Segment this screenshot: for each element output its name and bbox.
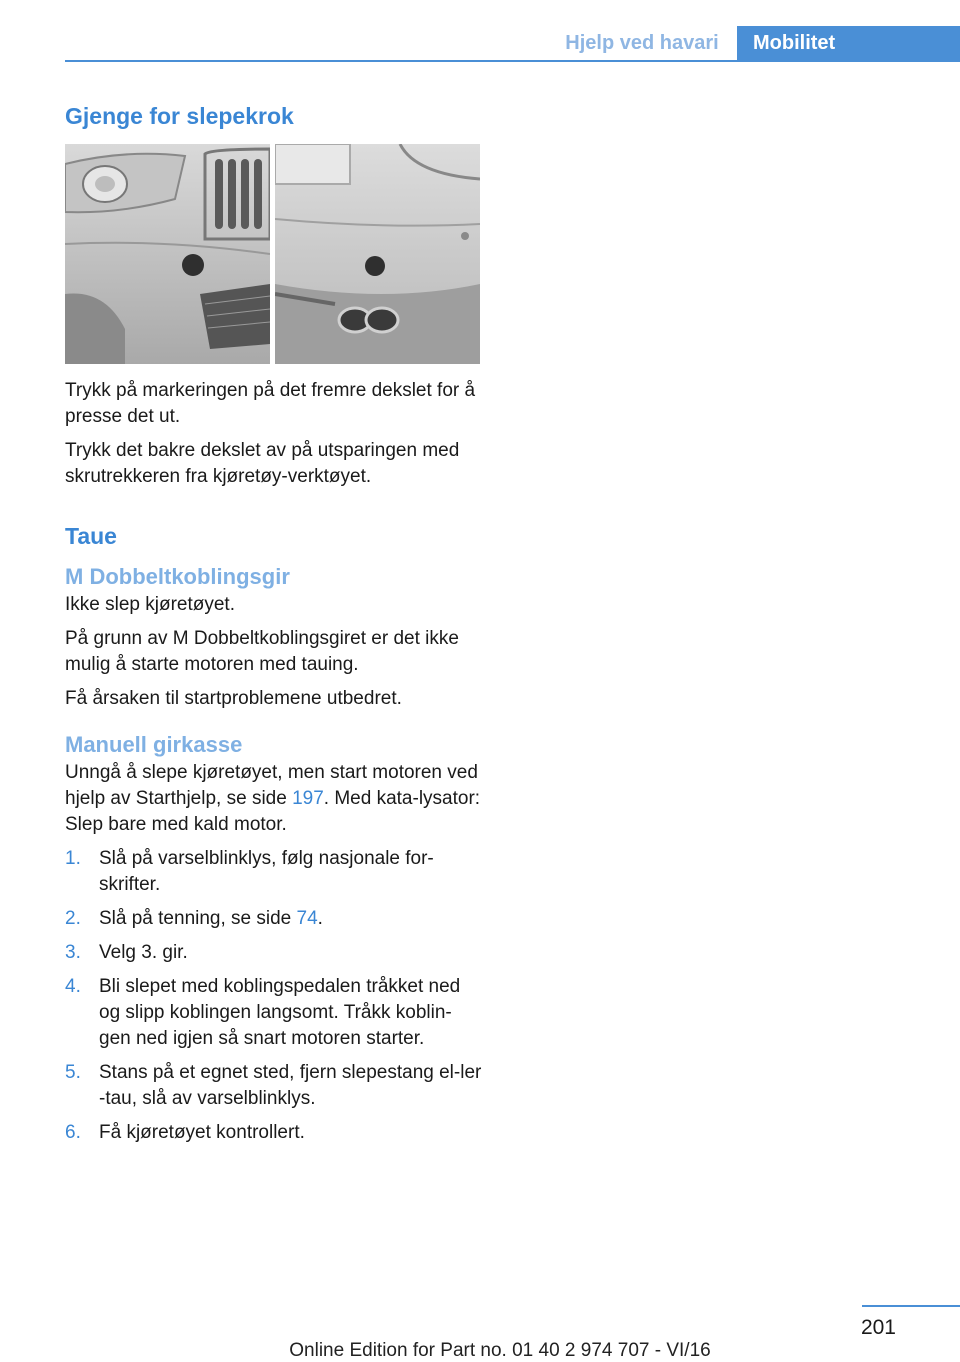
step-text: Slå på varselblinklys, følg nasjonale for-skrifter. [99, 848, 434, 895]
step-text: Stans på et egnet sted, fjern slepestang el-ler -tau, slå av varselblinklys. [99, 1062, 482, 1109]
step-text: Velg 3. gir. [99, 942, 188, 963]
list-item [65, 974, 483, 1052]
rear-bumper-image [275, 144, 480, 364]
step-number: 5. [65, 1062, 81, 1083]
list-item [65, 1120, 483, 1146]
step-number: 3. [65, 942, 81, 963]
page-number: 201 [860, 1316, 896, 1339]
paragraph-front-cover: Trykk på markeringen på det fremre dekslet for å presse det ut. [65, 380, 476, 427]
manual-intro-text: Unngå å slepe kjøretøyet, men start motoren ved hjelp av Starthjelp, se side [65, 762, 478, 809]
main-content [65, 100, 483, 1154]
steps-list [65, 846, 483, 1146]
footer-divider [862, 1305, 960, 1307]
bumper-photo [65, 144, 480, 364]
list-item [65, 906, 483, 932]
page-link-197[interactable]: 197 [292, 788, 324, 809]
page-link-74[interactable]: 74 [296, 908, 318, 929]
step-number: 6. [65, 1122, 81, 1143]
header-divider [65, 60, 960, 62]
front-bumper-image [65, 144, 270, 364]
step-number: 4. [65, 976, 81, 997]
list-item [65, 940, 483, 966]
step-number: 2. [65, 908, 81, 929]
step-text: Bli slepet med koblingspedalen tråkket ned og slipp koblingen langsomt. Tråkk koblin-gen ned igjen så snart motoren starter. [99, 976, 461, 1049]
edition-footer: Online Edition for Part no. 01 40 2 974 707 - VI/16 [289, 1340, 711, 1361]
step-text: Få kjøretøyet kontrollert. [99, 1122, 305, 1143]
step-text-part: . [317, 908, 323, 929]
header-tab-prev[interactable]: Hjelp ved havari [565, 32, 719, 54]
list-item [65, 1060, 483, 1112]
subsection-title-dct: M Dobbeltkoblingsgir [65, 564, 290, 589]
subsection-title-manual: Manuell girkasse [65, 732, 243, 757]
manual-intro-text-end: . Med kata-lysator: Slep bare med kald motor. [65, 788, 481, 835]
header-tab-active[interactable]: Mobilitet [737, 26, 960, 60]
paragraph-no-towing: Ikke slep kjøretøyet. [65, 594, 235, 615]
step-text-part: Slå på tenning, se side [99, 908, 297, 929]
paragraph-fix-cause: Få årsaken til startproblemene utbedret. [65, 688, 402, 709]
paragraph-rear-cover: Trykk det bakre dekslet av på utsparingen med skrutrekkeren fra kjøretøy-verktøyet. [65, 440, 460, 487]
section-title-towing: Taue [65, 523, 117, 549]
paragraph-dct-reason: På grunn av M Dobbeltkoblingsgiret er det ikke mulig å starte motoren med tauing. [65, 628, 459, 675]
list-item [65, 846, 483, 898]
section-title-tow-hook-thread: Gjenge for slepekrok [65, 103, 294, 129]
step-number: 1. [65, 848, 81, 869]
paragraph-manual-intro [65, 760, 483, 838]
step-text [99, 906, 323, 932]
